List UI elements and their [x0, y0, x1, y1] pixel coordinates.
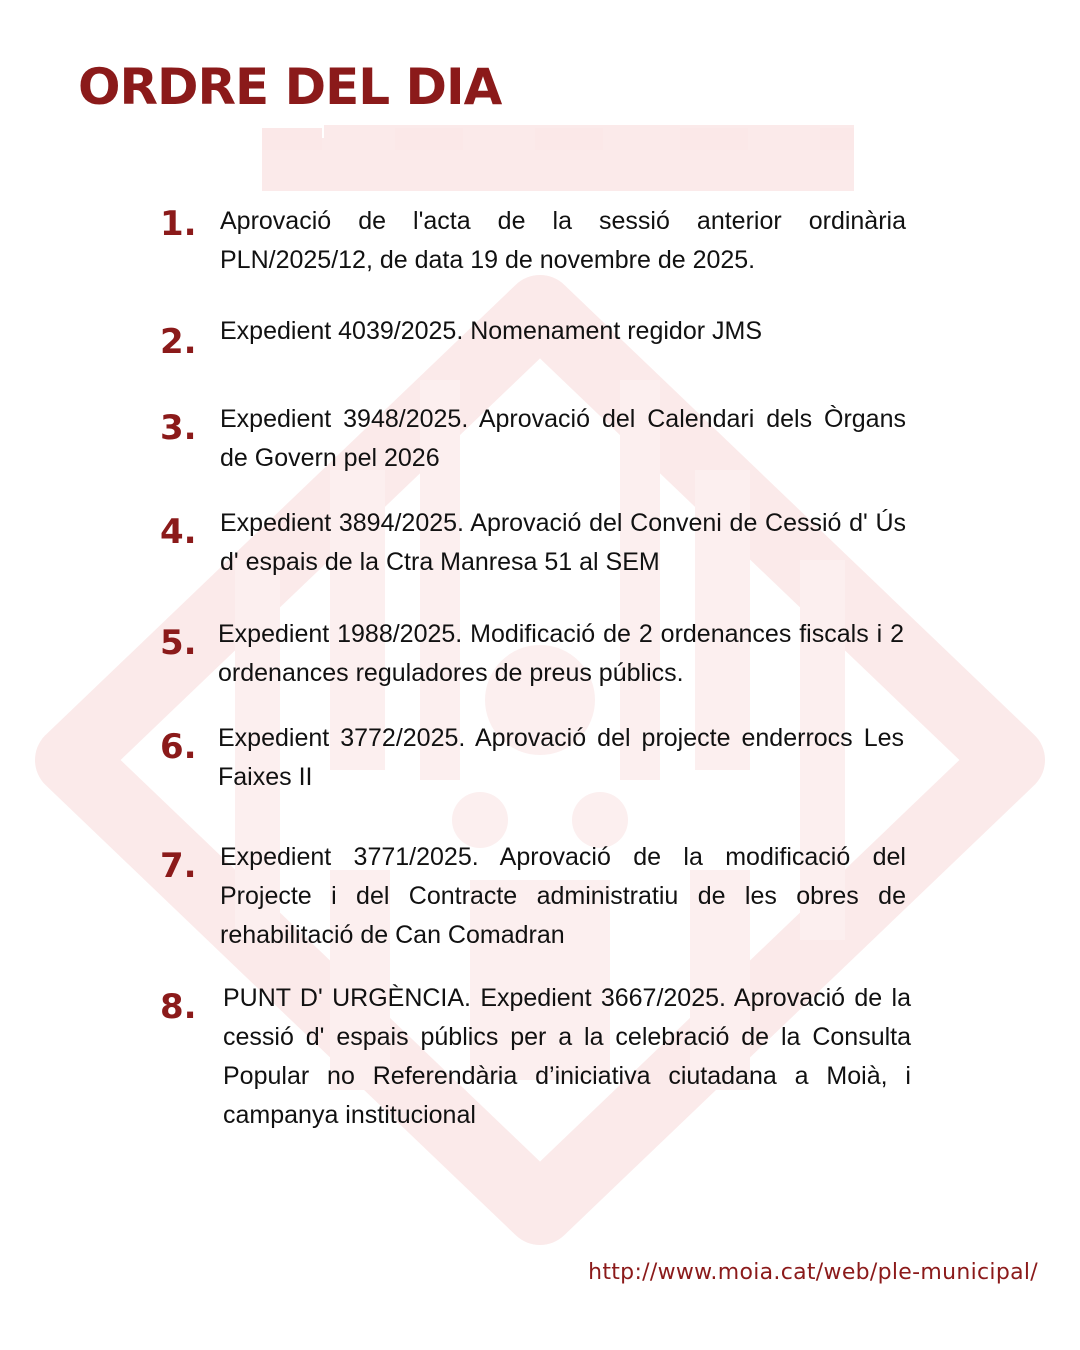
item-number: 4. — [160, 512, 197, 552]
item-text: Expedient 3894/2025. Aprovació del Conveni de Cessió d' Ús d' espais de la Ctra Manresa 51 al SEM — [220, 509, 906, 576]
item-text: Expedient 3948/2025. Aprovació del Calendari dels Òrgans de Govern pel 2026 — [220, 405, 906, 472]
item-number: 1. — [160, 204, 197, 244]
item-text: Expedient 4039/2025. Nomenament regidor JMS — [220, 317, 762, 345]
footer-url-link[interactable]: http://www.moia.cat/web/ple-municipal/ — [588, 1260, 1038, 1285]
item-number: 8. — [160, 987, 197, 1027]
item-text: Expedient 3771/2025. Aprovació de la modificació del Projecte i del Contracte administratiu de les obres de rehabilitació de Can Comadran — [220, 843, 906, 949]
item-number: 7. — [160, 846, 197, 886]
item-text: Expedient 3772/2025. Aprovació del projecte enderrocs Les Faixes II — [218, 724, 904, 791]
page-title: ORDRE DEL DIA — [78, 58, 502, 116]
item-number: 2. — [160, 322, 197, 362]
item-text: Expedient 1988/2025. Modificació de 2 ordenances fiscals i 2 ordenances reguladores de preus públics. — [218, 620, 904, 687]
item-text: PUNT D' URGÈNCIA. Expedient 3667/2025. Aprovació de la cessió d' espais públics per a la celebració de la Consulta Popular no Referendària d’iniciativa ciutadana a Moià, i campanya institucional — [223, 984, 911, 1129]
item-number: 6. — [160, 727, 197, 767]
item-number: 3. — [160, 408, 197, 448]
item-number: 5. — [160, 623, 197, 663]
item-text: Aprovació de l'acta de la sessió anterior ordinària PLN/2025/12, de data 19 de novembre de 2025. — [220, 207, 906, 274]
